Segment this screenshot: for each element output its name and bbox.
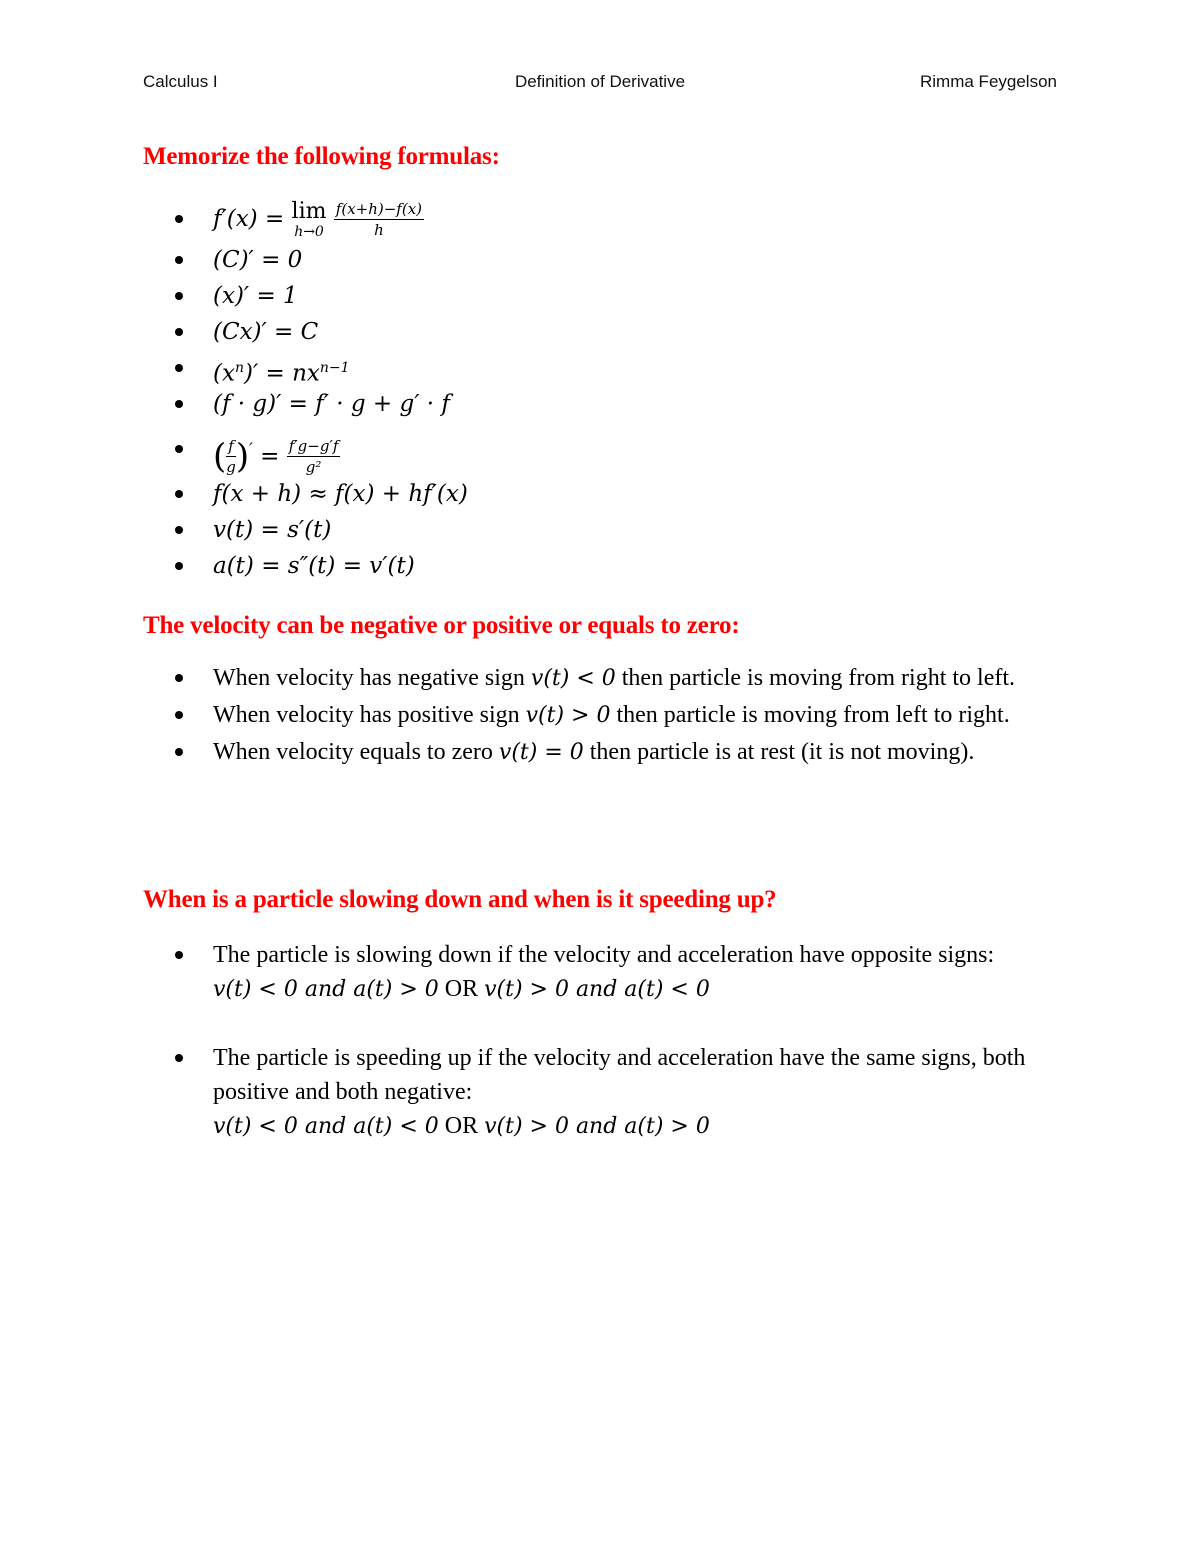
bullet-icon <box>175 445 183 453</box>
formula-linear-approximation <box>175 476 1075 512</box>
header-title: Definition of Derivative <box>514 72 686 91</box>
equals-sign: = <box>260 443 280 470</box>
formula-text: )′ = nx <box>243 360 320 387</box>
section-formulas-title: Memorize the following formulas: <box>143 143 500 170</box>
bullet-icon <box>175 562 183 570</box>
bullet-icon <box>175 711 183 719</box>
bullet-icon <box>175 215 183 223</box>
bullet-icon <box>175 400 183 408</box>
formula-constant-multiple <box>175 314 1075 350</box>
bullet-icon <box>175 328 183 336</box>
item-math: v(t) = 0 <box>498 740 584 765</box>
bullet-icon <box>175 951 183 959</box>
bullet-icon <box>175 748 183 756</box>
page-header <box>143 72 1057 100</box>
prime-mark: ′ <box>249 439 253 458</box>
item-text: The particle is slowing down if the velocity and acceleration have opposite signs: <box>213 942 995 968</box>
item-text: The particle is speeding up if the velocity and acceleration have the same signs, both positive and both negative: <box>213 1045 1026 1105</box>
fraction-denominator: g² <box>305 457 322 476</box>
right-paren: ) <box>235 436 250 477</box>
condition-math: v(t) > 0 and a(t) > 0 <box>484 1114 710 1139</box>
formula-power-rule <box>175 350 1075 386</box>
fraction-denominator: g <box>226 457 236 476</box>
item-text: then particle is moving from left to right. <box>610 702 1010 728</box>
formula-identity <box>175 278 1075 314</box>
formula-lhs: f′(x) = <box>213 206 292 232</box>
bullet-icon <box>175 490 183 498</box>
formula-quotient-rule <box>175 422 1075 476</box>
bullet-icon <box>175 1054 183 1062</box>
formula-list <box>175 196 1075 584</box>
item-text: When velocity equals to zero <box>213 739 499 765</box>
formula-superscript: n−1 <box>319 360 350 376</box>
bullet-icon <box>175 256 183 264</box>
item-text: then particle is moving from right to left. <box>615 665 1016 691</box>
formula-text: (f · g)′ = f′ · g + g′ · f <box>213 391 450 417</box>
left-paren: ( <box>213 436 227 477</box>
formula-text: f(x + h) ≈ f(x) + hf′(x) <box>213 481 468 507</box>
slowing-down-condition <box>213 972 1075 1007</box>
section-velocity-title: The velocity can be negative or positive or equals to zero: <box>143 612 740 639</box>
item-text: When velocity has negative sign <box>213 665 531 691</box>
velocity-negative-item <box>175 661 1075 696</box>
fraction-numerator: f <box>228 436 234 455</box>
velocity-list <box>175 661 1075 770</box>
condition-or: OR <box>438 976 485 1002</box>
fraction-numerator: f(x+h)−f(x) <box>335 200 423 218</box>
item-text: When velocity has positive sign <box>213 702 526 728</box>
speeding-up-condition <box>213 1109 1075 1144</box>
formula-acceleration <box>175 548 1075 584</box>
velocity-zero-item <box>175 735 1075 770</box>
formula-derivative-definition <box>175 196 1075 242</box>
formula-text: a(t) = s″(t) = v′(t) <box>213 553 415 579</box>
formula-velocity <box>175 512 1075 548</box>
fraction-denominator: h <box>374 221 384 239</box>
speed-list <box>175 938 1075 1144</box>
header-author: Rimma Feygelson <box>920 72 1057 91</box>
formula-text: (Cx)′ = C <box>213 319 319 345</box>
quotient-result <box>287 436 341 476</box>
item-text: then particle is at rest (it is not moving). <box>583 739 975 765</box>
formula-text: v(t) = s′(t) <box>213 517 332 543</box>
bullet-icon <box>175 364 183 372</box>
speeding-up-item <box>175 1041 1075 1144</box>
bullet-icon <box>175 526 183 534</box>
formula-constant <box>175 242 1075 278</box>
fraction-numerator: f′g−g′f <box>288 436 339 455</box>
condition-math: v(t) < 0 and a(t) < 0 <box>213 1114 439 1139</box>
item-math: v(t) < 0 <box>530 666 616 691</box>
condition-math: v(t) > 0 and a(t) < 0 <box>484 977 710 1002</box>
slowing-down-item <box>175 938 1075 1007</box>
limit-subscript: h→0 <box>294 224 324 240</box>
quotient-fraction <box>226 436 236 476</box>
difference-quotient <box>334 202 424 238</box>
header-course: Calculus I <box>143 72 218 91</box>
formula-text: (C)′ = 0 <box>213 247 303 273</box>
item-math: v(t) > 0 <box>525 703 611 728</box>
velocity-positive-item <box>175 698 1075 733</box>
limit <box>292 201 327 239</box>
condition-math: v(t) < 0 and a(t) > 0 <box>213 977 439 1002</box>
formula-product-rule <box>175 386 1075 422</box>
section-speed-title: When is a particle slowing down and when is it speeding up? <box>143 886 777 913</box>
formula-text: (x)′ = 1 <box>213 283 298 309</box>
formula-superscript: n <box>234 360 244 376</box>
bullet-icon <box>175 674 183 682</box>
limit-label: lim <box>291 199 327 224</box>
bullet-icon <box>175 292 183 300</box>
formula-text: (x <box>213 360 235 387</box>
condition-or: OR <box>438 1113 485 1139</box>
